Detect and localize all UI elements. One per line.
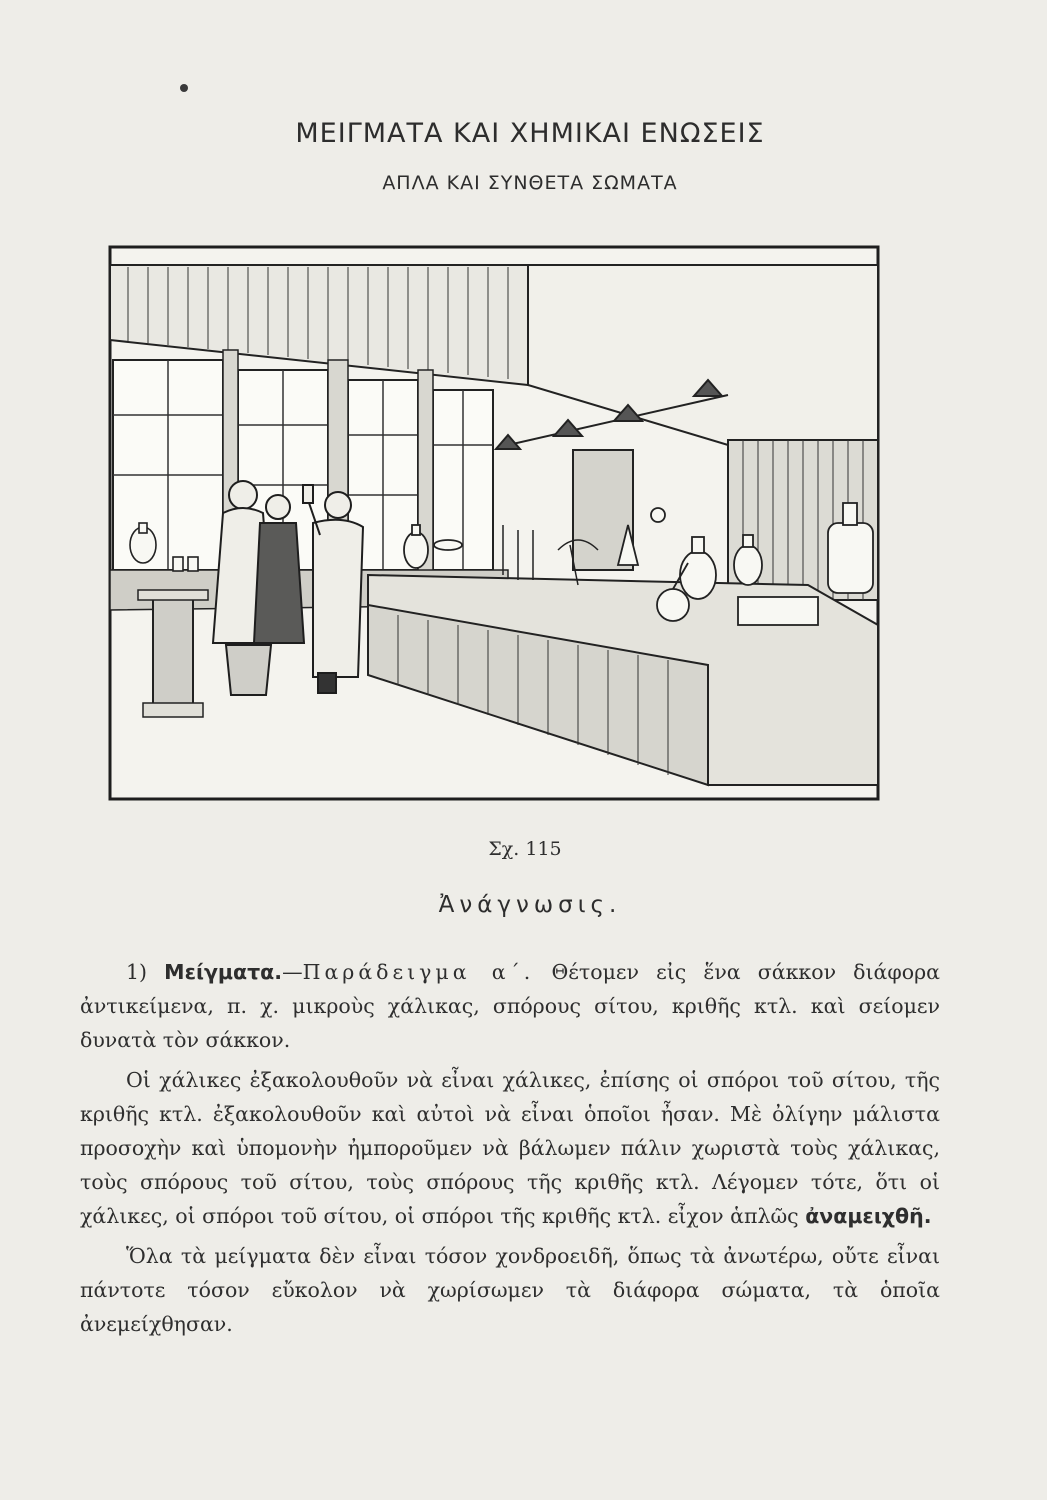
term-mixed: ἀναμειχθῆ. xyxy=(805,1204,932,1228)
item-number: 1) xyxy=(126,960,148,984)
paragraph-2-text: Οἱ χάλικες ἐξακολουθοῦν νὰ εἶναι χάλικες, ἐπίσης οἱ σπόροι τοῦ σίτου, τῆς κριθῆς κτλ. ἐξακολουθοῦν καὶ αὐτοὶ νὰ εἶναι ὁποῖοι ἦσαν. Μὲ ὀλίγην μάλιστα προσοχὴν καὶ ὑπομονὴν ἠμποροῦμεν νὰ βάλωμεν πάλιν χωριστὰ τοὺς χάλικας, τοὺς σπόρους τοῦ σίτου, τοὺς σπόρους τῆς κριθῆς κτλ. Λέγομεν τότε, ὅτι οἱ χάλικες, οἱ σπόροι τοῦ σίτου, οἱ σπόροι τῆς κριθῆς κτλ. εἶχον ἁπλῶς xyxy=(80,1068,940,1228)
laboratory-illustration xyxy=(108,245,880,801)
paragraph-3-text: Ὅλα τὰ μείγματα δὲν εἶναι τόσον χονδροειδῆ, ὅπως τὰ ἀνωτέρω, οὔτε εἶναι πάντοτε τόσον εὔκολον νὰ χωρίσωμεν τὰ διάφορα σώματα, τὰ ὁποῖα ἀνεμείχθησαν. xyxy=(80,1244,940,1336)
section-heading: Ἀνάγνωσις. xyxy=(438,892,622,918)
page-title: ΜΕΙΓΜΑΤΑ ΚΑΙ ΧΗΜΙΚΑΙ ΕΝΩΣΕΙΣ xyxy=(295,118,765,149)
paragraph-2 xyxy=(80,1063,940,1233)
figure-caption: Σχ. 115 xyxy=(488,838,562,860)
paragraph-1 xyxy=(80,955,940,1057)
term-mixtures: Μείγματα. xyxy=(164,960,283,984)
laboratory-drawing xyxy=(108,245,880,801)
paragraph-3 xyxy=(80,1239,940,1341)
page-subtitle: ΑΠΛΑ ΚΑΙ ΣΥΝΘΕΤΑ ΣΩΜΑΤΑ xyxy=(382,172,678,194)
example-label: Παράδειγμα α΄. xyxy=(302,960,535,984)
paragraph-1-text: Θέτομεν εἰς ἕνα σάκκον διάφορα ἀντικείμενα, π. χ. μικροὺς χάλικας, σπόρους σίτου, κριθῆς κτλ. καὶ σείομεν δυνατὰ τὸν σάκκον. xyxy=(80,960,940,1052)
body-text xyxy=(80,955,940,1347)
page-mark xyxy=(180,84,188,92)
dash: — xyxy=(282,960,303,984)
